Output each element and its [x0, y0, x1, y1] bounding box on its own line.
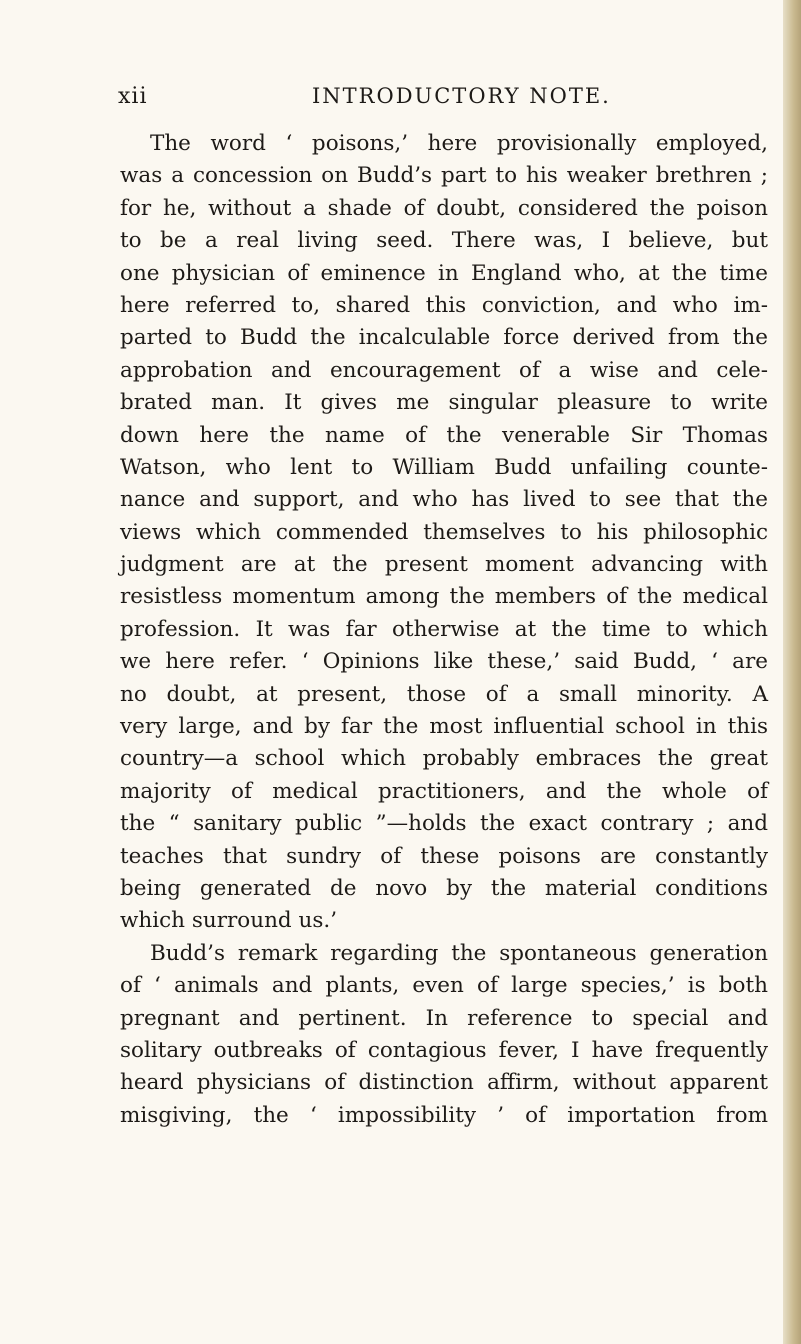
text-line: solitary outbreaks of contagious fever, I have frequently: [120, 1037, 768, 1063]
text-line: the “ sanitary public ”—holds the exact contrary ; and: [120, 811, 768, 837]
text-line: brated man. It gives me singular pleasure to write: [120, 390, 768, 416]
text-line: approbation and encouragement of a wise and cele-: [120, 357, 768, 383]
page-header: [0, 84, 801, 112]
text-line: judgment are at the present moment advancing with: [120, 552, 768, 578]
text-line: which surround us.’: [120, 908, 338, 934]
text-line: heard physicians of distinction affirm, without apparent: [120, 1070, 768, 1096]
text-line: no doubt, at present, those of a small minority. A: [120, 681, 768, 707]
text-line: Watson, who lent to William Budd unfailing counte-: [120, 454, 768, 480]
text-line: very large, and by far the most influential school in this: [120, 714, 768, 740]
text-line: here referred to, shared this conviction, and who im-: [120, 292, 768, 318]
text-line: resistless momentum among the members of the medical: [120, 584, 768, 610]
text-line: down here the name of the venerable Sir Thomas: [120, 422, 768, 448]
text-line: was a concession on Budd’s part to his weaker brethren ;: [120, 163, 768, 189]
text-line: one physician of eminence in England who, at the time: [120, 260, 768, 286]
page-edge: [783, 0, 801, 1344]
page-number: xii: [118, 84, 148, 109]
text-line: nance and support, and who has lived to see that the: [120, 487, 768, 513]
text-line: to be a real living seed. There was, I believe, but: [120, 228, 768, 254]
text-line: teaches that sundry of these poisons are constantly: [120, 843, 768, 869]
text-line: misgiving, the ‘ impossibility ’ of importation from: [120, 1102, 768, 1128]
text-line: The word ‘ poisons,’ here provisionally employed,: [150, 131, 768, 156]
running-head: INTRODUCTORY NOTE.: [312, 84, 611, 108]
text-line: majority of medical practitioners, and the whole of: [120, 778, 768, 804]
text-line: we here refer. ‘ Opinions like these,’ said Budd, ‘ are: [120, 649, 768, 675]
text-line: being generated de novo by the material conditions: [120, 875, 768, 901]
text-line: of ‘ animals and plants, even of large species,’ is both: [120, 973, 768, 999]
text-line: country—a school which probably embraces the great: [120, 746, 768, 772]
text-line: views which commended themselves to his philosophic: [120, 519, 768, 545]
text-line: profession. It was far otherwise at the time to which: [120, 616, 768, 642]
text-line: pregnant and pertinent. In reference to special and: [120, 1005, 768, 1031]
text-line: Budd’s remark regarding the spontaneous generation: [150, 940, 768, 966]
text-line: for he, without a shade of doubt, considered the poison: [120, 195, 768, 221]
body-text: [120, 128, 768, 1132]
text-line: parted to Budd the incalculable force derived from the: [120, 325, 768, 351]
